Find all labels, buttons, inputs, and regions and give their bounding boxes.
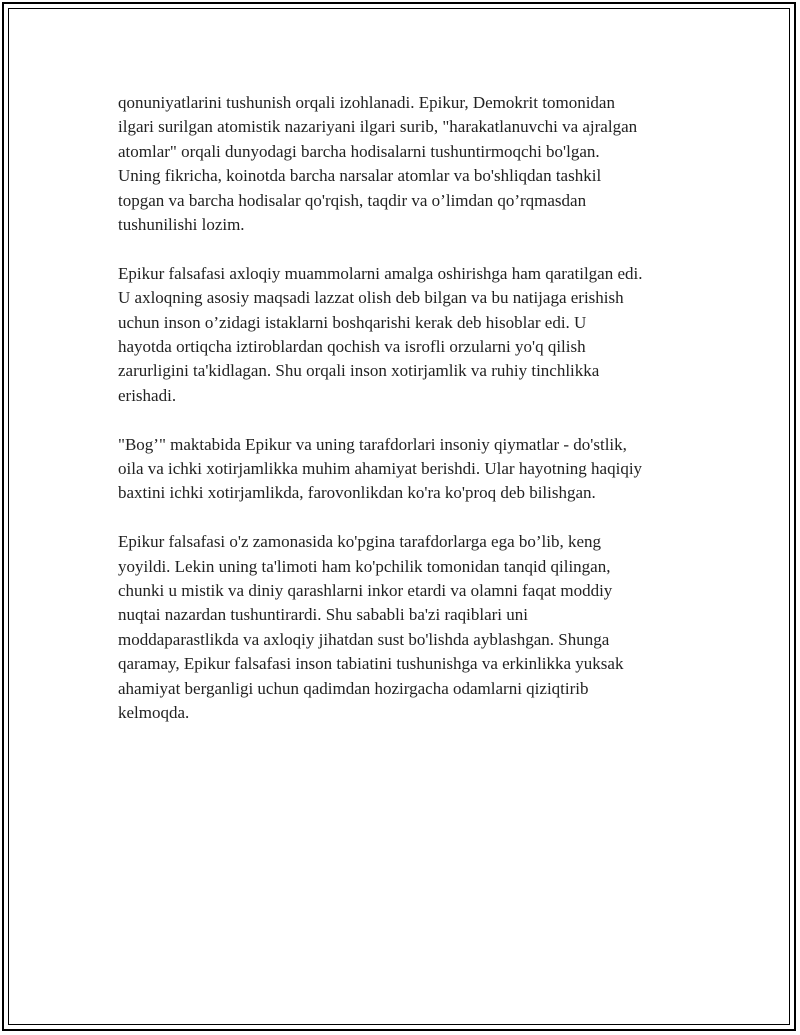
paragraph-2: Epikur falsafasi axloqiy muammolarni amalga oshirishga ham qaratilgan edi. U axloqning asosiy maqsadi lazzat olish deb bilgan va bu natijaga erishish uchun inson o’zidagi istaklarni boshqarishi kerak deb hisoblar edi. U hayotda ortiqcha iztiroblardan qochish va isrofli orzularni yo'q qilish zarurligini ta'kidlagan. Shu orqali inson xotirjamlik va ruhiy tinchlikka erishadi. <box>118 263 643 405</box>
paragraph-4: Epikur falsafasi o'z zamonasida ko'pgina tarafdorlarga ega bo’lib, keng yoyildi. Lekin uning ta'limoti ham ko'pchilik tomonidan tanqid qilingan, chunki u mistik va diniy qarashlarni inkor etardi va olamni faqat moddiy nuqtai nazardan tushuntirardi. Shu sababli ba'zi raqiblari uni moddaparastlikda va axloqiy jihatdan sust bo'lishda ayblashgan. Shunga qaramay, Epikur falsafasi inson tabiatini tushunishga va erkinlikka yuksak ahamiyat berganligi uchun qadimdan hozirgacha odamlarni qiziqtirib kelmoqda. <box>118 532 624 723</box>
document-body <box>118 91 698 750</box>
paragraph-1: qonuniyatlarini tushunish orqali izohlanadi. Epikur, Demokrit tomonidan ilgari surilgan atomistik nazariyani ilgari surib, "harakatlanuvchi va ajralgan atomlar" orqali dunyodagi barcha hodisalarni tushuntirmoqchi bo'lgan. Uning fikricha, koinotda barcha narsalar atomlar va bo'shliqdan tashkil topgan va barcha hodisalar qo'rqish, taqdir va o’limdan qo’rqmasdan tushunilishi lozim. <box>118 93 638 235</box>
paragraph-3: "Bog’" maktabida Epikur va uning tarafdorlari insoniy qiymatlar - do'stlik, oila va ichki xotirjamlikka muhim ahamiyat berishdi. Ular hayotning haqiqiy baxtini ichki xotirjamlikda, farovonlikdan ko'ra ko'proq deb bilishgan. <box>118 434 643 503</box>
